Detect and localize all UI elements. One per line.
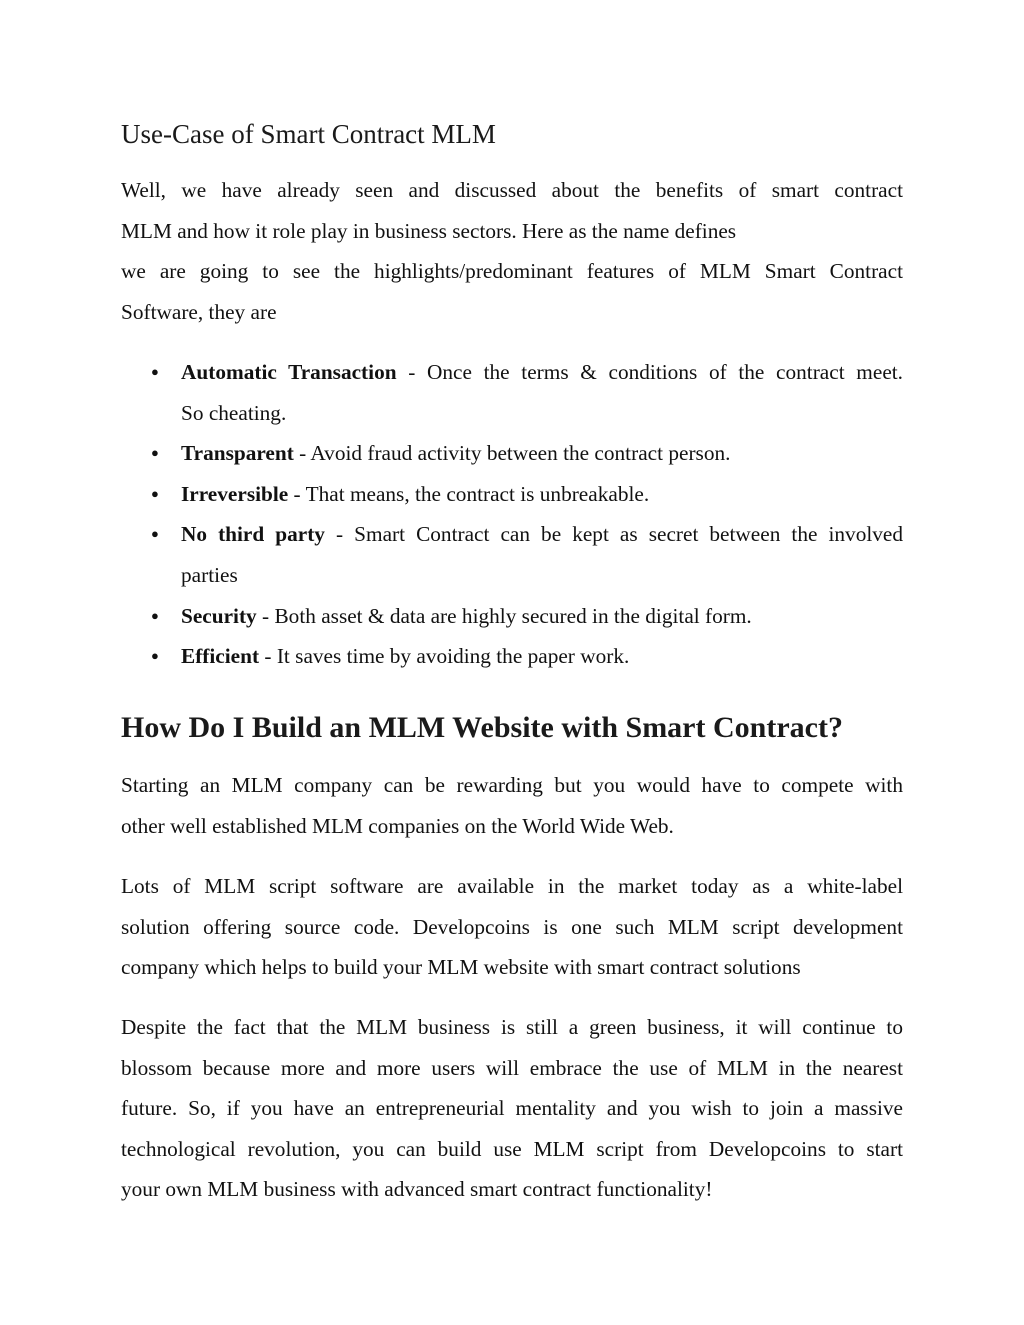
feature-item-efficient <box>121 636 903 677</box>
paragraph-line: Despite the fact that the MLM business is still a green business, it will continue to <box>121 1015 903 1039</box>
feature-description: - It saves time by avoiding the paper work. <box>259 644 630 669</box>
section-heading-build-mlm: How Do I Build an MLM Website with Smart Contract? <box>121 711 843 744</box>
feature-term: Automatic Transaction <box>181 360 397 384</box>
bullet-icon: ● <box>151 445 159 461</box>
intro-line-3: we are going to see the highlights/predominant features of MLM Smart Contract <box>121 259 903 284</box>
paragraph-line: other well established MLM companies on the World Wide Web. <box>121 813 674 838</box>
intro-line-1: Well, we have already seen and discussed about the benefits of smart contract <box>121 178 903 202</box>
feature-description-continued: So cheating. <box>181 400 287 425</box>
feature-term: No third party <box>181 522 325 547</box>
section-heading-use-case: Use-Case of Smart Contract MLM <box>121 119 496 149</box>
feature-description: - Smart Contract can be kept as secret between the involved <box>324 522 904 547</box>
intro-paragraph <box>121 170 903 332</box>
feature-item-automatic-transaction <box>121 352 903 433</box>
paragraph-line: your own MLM business with advanced smart contract functionality! <box>121 1177 713 1202</box>
paragraph-mlm-business-future <box>121 1007 903 1210</box>
paragraph-starting-mlm <box>121 765 903 846</box>
bullet-icon: ● <box>151 364 159 379</box>
feature-description: - Both asset & data are highly secured in the digital form. <box>256 603 752 628</box>
feature-item-security <box>121 596 903 637</box>
feature-item-no-third-party <box>121 514 903 595</box>
paragraph-line: solution offering source code. Developcoins is one such MLM script development <box>121 914 903 939</box>
paragraph-mlm-script-software <box>121 866 903 988</box>
feature-term: Efficient <box>181 644 260 669</box>
feature-description-continued: parties <box>181 562 238 587</box>
feature-term: Security <box>181 603 257 628</box>
bullet-icon: ● <box>151 648 159 664</box>
feature-item-transparent <box>121 433 903 474</box>
intro-line-2: MLM and how it role play in business sectors. Here as the name defines <box>121 218 737 243</box>
paragraph-line: technological revolution, you can build use MLM script from Developcoins to start <box>121 1136 903 1161</box>
paragraph-line: future. So, if you have an entrepreneurial mentality and you wish to join a massive <box>121 1096 903 1121</box>
intro-line-4: Software, they are <box>121 299 277 324</box>
paragraph-line: Starting an MLM company can be rewarding but you would have to compete with <box>121 773 903 797</box>
feature-description: - Once the terms & conditions of the contract meet. <box>396 360 904 384</box>
bullet-icon: ● <box>151 485 159 501</box>
bullet-icon: ● <box>151 607 159 623</box>
feature-term: Transparent <box>181 441 294 466</box>
bullet-icon: ● <box>151 526 159 542</box>
paragraph-line: company which helps to build your MLM website with smart contract solutions <box>121 955 801 980</box>
feature-item-irreversible <box>121 474 903 515</box>
features-list <box>121 352 903 677</box>
feature-description: - That means, the contract is unbreakable. <box>288 481 650 506</box>
feature-description: - Avoid fraud activity between the contract person. <box>293 441 731 466</box>
feature-term: Irreversible <box>181 481 289 506</box>
paragraph-line: Lots of MLM script software are available in the market today as a white-label <box>121 874 903 898</box>
paragraph-line: blossom because more and more users will embrace the use of MLM in the nearest <box>121 1055 903 1080</box>
